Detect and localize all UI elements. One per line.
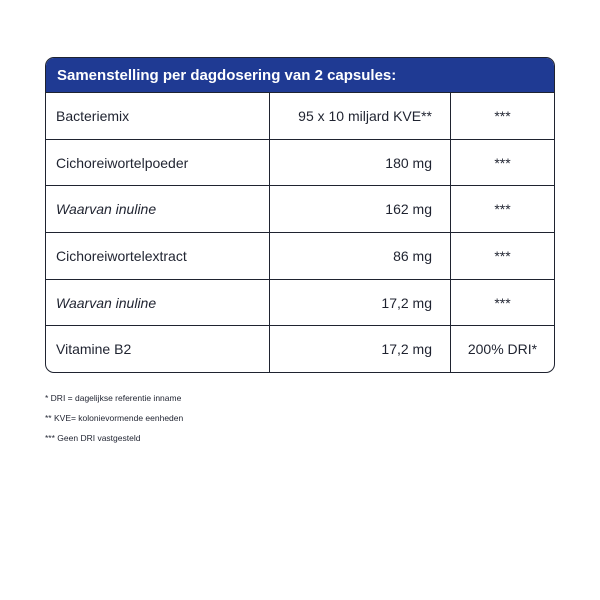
- table-row: [46, 326, 554, 372]
- ingredient-amount: 17,2 mg: [270, 326, 451, 372]
- ingredient-amount: 180 mg: [270, 140, 451, 186]
- table-row: [46, 186, 554, 233]
- table-row: [46, 140, 554, 187]
- table-row: [46, 93, 554, 140]
- composition-table: [45, 57, 555, 373]
- ingredient-amount: 95 x 10 miljard KVE**: [270, 93, 451, 139]
- table-header: Samenstelling per dagdosering van 2 capsules:: [46, 58, 554, 93]
- ingredient-amount: 162 mg: [270, 186, 451, 232]
- ingredient-dri: ***: [494, 294, 511, 311]
- table-row: [46, 233, 554, 280]
- ingredient-name: Waarvan inuline: [46, 186, 270, 232]
- table-row: [46, 280, 554, 327]
- footnotes: [45, 388, 183, 448]
- ingredient-dri: ***: [494, 107, 511, 124]
- footnote-dri: * DRI = dagelijkse referentie inname: [45, 393, 182, 403]
- table-body: [46, 93, 554, 372]
- ingredient-name: Cichoreiwortelpoeder: [46, 140, 270, 186]
- ingredient-dri: ***: [494, 201, 511, 218]
- ingredient-dri: 200% DRI*: [467, 341, 538, 358]
- footnote-no-dri: *** Geen DRI vastgesteld: [45, 433, 141, 443]
- footnote-kve: ** KVE= kolonievormende eenheden: [45, 413, 184, 423]
- ingredient-dri: ***: [494, 247, 511, 264]
- ingredient-name: Waarvan inuline: [46, 280, 270, 326]
- ingredient-name: Cichoreiwortelextract: [46, 233, 270, 279]
- ingredient-name: Vitamine B2: [46, 326, 270, 372]
- ingredient-amount: 86 mg: [270, 233, 451, 279]
- ingredient-amount: 17,2 mg: [270, 280, 451, 326]
- ingredient-name: Bacteriemix: [46, 93, 270, 139]
- ingredient-dri: ***: [494, 154, 511, 171]
